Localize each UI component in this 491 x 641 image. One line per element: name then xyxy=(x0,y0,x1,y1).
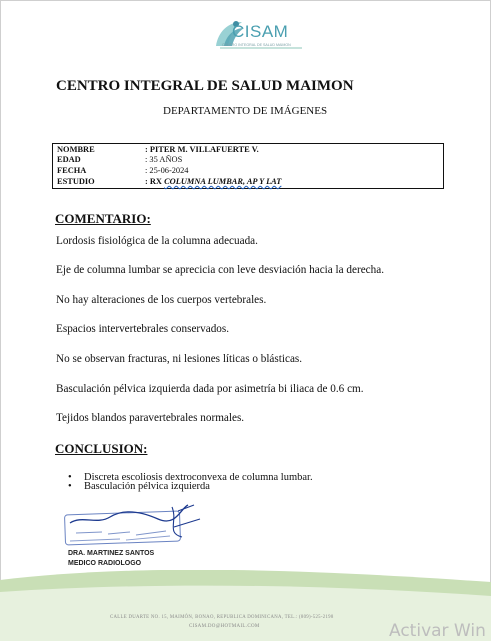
footer-email: CISAM.DO@HOTMAIL.COM xyxy=(189,624,260,629)
comment-line-5: No se observan fracturas, ni lesiones líticas o blásticas. xyxy=(56,353,303,365)
name-label: NOMBRE xyxy=(57,145,95,154)
age-value: : 35 AÑOS xyxy=(145,155,183,164)
activation-watermark: Activar Win xyxy=(389,621,486,641)
logo-name: CISAM xyxy=(232,22,289,41)
conclusion-item-1: • Discreta escoliosis dextroconvexa de columna lumbar. xyxy=(68,474,313,483)
comment-line-3: No hay alteraciones de los cuerpos vertebrales. xyxy=(56,294,267,306)
patient-info-box xyxy=(52,143,444,189)
conclusion-item-2: • Basculación pélvica izquierda xyxy=(68,483,313,492)
signature-stamp xyxy=(62,503,212,547)
conclusion-heading: CONCLUSION: xyxy=(55,441,148,456)
study-value: COLUMNA LUMBAR, AP Y LAT xyxy=(164,177,282,186)
name-value: : PITER M. VILLAFUERTE V. xyxy=(145,145,259,154)
comment-line-4: Espacios intervertebrales conservados. xyxy=(56,323,230,335)
date-label: FECHA xyxy=(57,166,87,175)
comment-line-1: Lordosis fisiológica de la columna adecuada. xyxy=(56,235,258,247)
logo-subtitle: CENTRO INTEGRAL DE SALUD MAIMON xyxy=(222,43,291,47)
report-title: CENTRO INTEGRAL DE SALUD MAIMON xyxy=(56,78,354,94)
study-label: ESTUDIO xyxy=(57,177,95,186)
comment-line-7: Tejidos blandos paravertebrales normales. xyxy=(56,412,245,424)
age-label: EDAD xyxy=(57,155,81,164)
date-value: : 25-06-2024 xyxy=(145,166,189,175)
department: DEPARTAMENTO DE IMÁGENES xyxy=(163,105,328,117)
patient-study-row xyxy=(57,177,281,186)
conclusion-list xyxy=(68,474,313,492)
comment-line-6: Basculación pélvica izquierda dada por asimetría bi iliaca de 0.6 cm. xyxy=(56,383,364,395)
footer-address: CALLE DUARTE NO. 15, MAIMÓN, BONAO, REPUBLICA DOMINICANA, TEL.: (809)-525-2198 xyxy=(110,615,334,620)
patient-name-row xyxy=(57,145,259,154)
study-prefix: : RX xyxy=(145,177,165,186)
comment-line-2: Eje de columna lumbar se aprecicia con leve desviación hacia la derecha. xyxy=(56,264,384,276)
comentario-heading: COMENTARIO: xyxy=(55,211,151,226)
signature-name: DRA. MARTINEZ SANTOS xyxy=(68,550,155,557)
signature-title: MEDICO RADIOLOGO xyxy=(68,560,142,567)
patient-age-row xyxy=(57,155,182,164)
patient-date-row xyxy=(57,166,189,175)
